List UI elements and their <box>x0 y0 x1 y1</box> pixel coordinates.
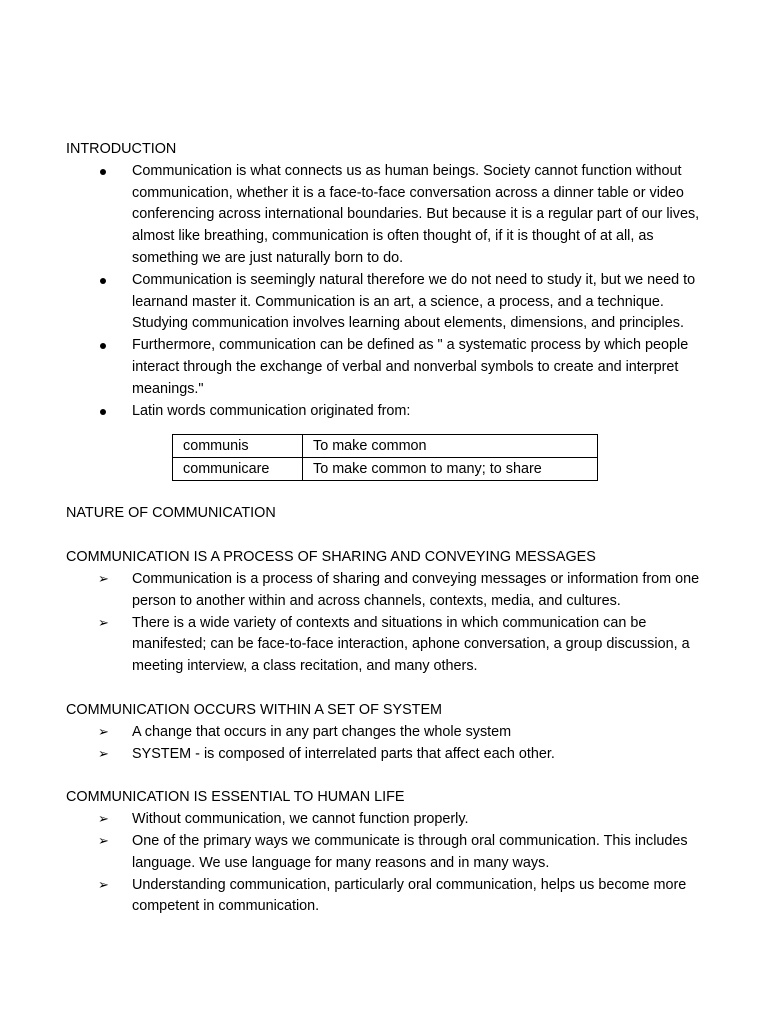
introduction-bullet: Furthermore, communication can be defined as " a systematic process by which people interact through the exchange of verbal and nonverbal symbols to create and interpret meanings." <box>66 335 706 400</box>
arrow-bullet: ➢ Communication is a process of sharing and conveying messages or information from one person to another within and across channels, contexts, media, and cultures. <box>66 569 706 613</box>
latin-word-cell: communis <box>173 435 303 458</box>
document-content <box>66 139 706 918</box>
meaning-cell: To make common to many; to share <box>303 458 598 481</box>
section-heading: COMMUNICATION IS ESSENTIAL TO HUMAN LIFE <box>66 789 405 806</box>
section-heading: COMMUNICATION OCCURS WITHIN A SET OF SYSTEM <box>66 701 443 718</box>
introduction-heading: INTRODUCTION <box>66 141 177 157</box>
spacer <box>66 525 706 547</box>
spacer <box>66 481 706 503</box>
meaning-cell: To make common <box>303 435 598 458</box>
latin-word-cell: communicare <box>173 458 303 481</box>
arrow-bullet: ➢ SYSTEM - is composed of interrelated parts that affect each other. <box>66 744 706 766</box>
table-row <box>173 458 598 481</box>
nature-heading: NATURE OF COMMUNICATION <box>66 505 276 522</box>
arrow-bullet: ➢ One of the primary ways we communicate is through oral communication. This includes language. We use language for many reasons and in many ways. <box>66 831 706 875</box>
introduction-bullet: Communication is what connects us as human beings. Society cannot function without communication, whether it is a face-to-face conversation across a dinner table or video conferencing across international boundaries. But because it is a regular part of our lives, almost like breathing, communication is often thought of, if it is thought of at all, as something we are just naturally born to do. <box>66 161 706 270</box>
section-heading: COMMUNICATION IS A PROCESS OF SHARING AND CONVEYING MESSAGES <box>66 549 596 566</box>
spacer <box>66 765 706 787</box>
introduction-bullet: Communication is seemingly natural therefore we do not need to study it, but we need to learnand master it. Communication is an art, a science, a process, and a technique. Studying communication involves learning about elements, dimensions, and principles. <box>66 270 706 335</box>
arrow-bullet: ➢ Understanding communication, particularly oral communication, helps us become more competent in communication. <box>66 875 706 919</box>
arrow-bullet-list <box>66 809 706 918</box>
introduction-bullet-list <box>66 161 706 423</box>
arrow-bullet: ➢ A change that occurs in any part changes the whole system <box>66 722 706 744</box>
latin-words-table <box>172 434 598 481</box>
table-row <box>173 435 598 458</box>
introduction-bullet: Latin words communication originated from: <box>66 401 706 423</box>
arrow-bullet: ➢ Without communication, we cannot function properly. <box>66 809 706 831</box>
arrow-bullet: ➢ There is a wide variety of contexts and situations in which communication can be manifested; can be face-to-face interaction, aphone conversation, a group discussion, a meeting interview, a class recitation, and many others. <box>66 613 706 678</box>
arrow-bullet-list <box>66 722 706 766</box>
spacer <box>66 678 706 700</box>
arrow-bullet-list <box>66 569 706 678</box>
